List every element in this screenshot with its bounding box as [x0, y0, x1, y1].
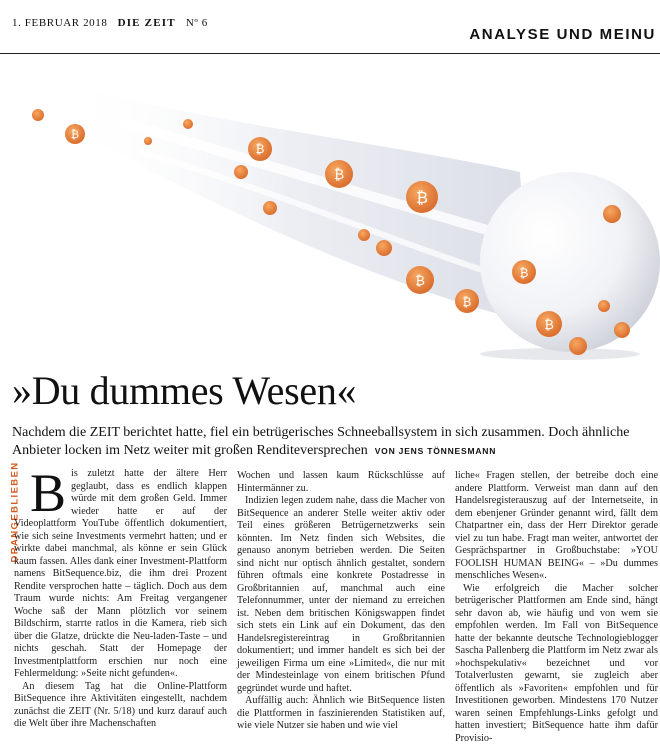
svg-text:₿: ₿ [334, 167, 344, 183]
svg-text:₿: ₿ [415, 274, 425, 289]
bitcoin-snowball-illustration [0, 62, 660, 362]
svg-text:₿: ₿ [544, 318, 554, 333]
newspaper-name: DIE ZEIT [118, 17, 176, 29]
bitcoin-coin-icon [569, 337, 587, 355]
masthead-line [12, 17, 208, 29]
standfirst-text: Nachdem die ZEIT berichtet hatte, fiel ein betrügerisches Schneeballsystem in sich zusammen. Doch ähnliche Anbieter locken im Netz weiter mit großen Renditeversprechen [12, 425, 629, 458]
article-headline: »Du dummes Wesen« [12, 369, 356, 413]
bitcoin-coin-icon [263, 201, 277, 215]
header-rule [0, 53, 660, 54]
drop-cap: B [30, 471, 66, 513]
article-column-2 [237, 470, 445, 733]
svg-text:₿: ₿ [71, 128, 79, 141]
section-title: ANALYSE UND MEINU [469, 26, 656, 43]
svg-text:₿: ₿ [463, 295, 472, 309]
bitcoin-coin-icon [406, 266, 434, 294]
bitcoin-coin-icon [376, 240, 392, 256]
svg-text:₿: ₿ [256, 142, 265, 156]
paragraph: An diesem Tag hat die Online-Plattform BitSequence ihre Aktivitäten eingestellt, nachdem zunächst die ZEIT (Nr. 5/18) und kurz darauf auch die Welt über ihre Machenschaften [14, 681, 227, 731]
bitcoin-coin-icon [358, 229, 370, 241]
bitcoin-coin-icon [614, 322, 630, 338]
issue-number: Nº 6 [186, 17, 208, 29]
bitcoin-coin-icon [406, 181, 438, 213]
paragraph: Indizien legen zudem nahe, dass die Macher von BitSequence an anderer Stelle weiter aktiv oder Teil eines größeren Betrügernetzwerks sein könnten. Im Netz finden sich Websites, die genauso anonym betrieben werden. Die Seiten sind nicht nur optisch ähnlich gestaltet, sondern führen oftmals eine konkrete Postadresse in Großbritannien auf, manchmal auch eine Telefonnummer, unter der niemand zu erreichen ist. Neben dem britischen Königswappen findet sich stets ein Link auf ein Dokument, das den Handelsregistereintrag in Großbritannien dokumentiert; und immer handelt es sich bei der jeweiligen Firma um eine »Limited«, die nur mit der Mindesteinlage von einem britischen Pfund gegründet wurde und haftet. [237, 495, 445, 695]
bitcoin-coin-icon [512, 260, 536, 284]
paragraph: Auffällig auch: Ähnlich wie BitSequence listen die Plattformen in faszinierenden Statistiken auf, wie viele Nutzer sie haben und wie viel [237, 695, 445, 733]
article-column-1 [14, 468, 227, 731]
bitcoin-coin-icon [248, 137, 272, 161]
article-standfirst [12, 424, 657, 460]
bitcoin-coin-icon [598, 300, 610, 312]
section-kicker: DRANGEBLIEBEN [10, 473, 21, 563]
snowball [480, 172, 660, 352]
article-column-3 [455, 470, 658, 745]
bitcoin-coin-icon [234, 165, 248, 179]
issue-date: 1. FEBRUAR 2018 [12, 17, 108, 29]
paragraph: Wie erfolgreich die Macher solcher betrügerischer Plattformen am Ende sind, hängt sehr davon ab, wie häufig und von wem sie empfohlen werden. Im Fall von BitSequence hatte der bekannte deutsche Technologieblogger Sascha Pallenberg die Plattform im Netz zwar als »hochspekulativ« bezeichnet und vor Totalverlusten gewarnt, sie zugleich aber öffentlich als »Favoriten« empfohlen und für Investitionen geworben. Mindestens 170 Nutzer waren seinen Empfehlungs-Links gefolgt und hatten investiert; BitSequence hatte ihm dafür Provisio- [455, 583, 658, 745]
bitcoin-coin-icon [536, 311, 562, 337]
bitcoin-coin-icon [144, 137, 152, 145]
bitcoin-coin-icon [603, 205, 621, 223]
svg-text:₿: ₿ [416, 188, 428, 207]
article-byline: VON JENS TÖNNESMANN [375, 446, 496, 456]
bitcoin-coin-icon [65, 124, 85, 144]
bitcoin-coin-icon [325, 160, 353, 188]
bitcoin-coin-icon [183, 119, 193, 129]
paragraph: Wochen und lassen kaum Rückschlüsse auf Hintermänner zu. [237, 470, 445, 495]
svg-text:₿: ₿ [520, 266, 529, 280]
paragraph: Bis zuletzt hatte der ältere Herr geglaubt, dass es endlich klappen würde mit dem großen Geld. Immer wieder hatte er auf der Videoplattform YouTube öffentlich dokumentiert, wie sich seine Investments vermehrt hatten; und er wirkte dabei manchmal, als könne er sein Glück kaum fassen. Alles dank einer Investment-Plattform namens BitSequence.biz, die ihm drei Prozent Rendite versprochen hatte – täglich. Doch aus dem Traum wurde nichts: Am Freitag vergangener Woche saß der Mann plötzlich vor seinem Bildschirm, starrte ratlos in die Kamera, rieb sich über die Glatze, drückte die Neu-laden-Taste – und nichts geschah. Statt der Homepage der Investmentplattform erschien nur noch eine Fehlermeldung: »Seite nicht gefunden«. [14, 468, 227, 681]
bitcoin-coin-icon [455, 289, 479, 313]
paragraph: liche« Fragen stellen, der betreibe doch eine andere Plattform. Verweist man dann auf den Handelsregisterauszug auf der Internetseite, in dem ebenjener Gründer genannt wird, fällt dem Chatpartner ein, dass der Herr Direktor gerade viel zu tun habe. Fragt man weiter, antwortet der Gesprächspartner in Großbuchstabe: »YOU FOOLISH HUMAN BEING« – »Du dummes menschliches Wesen«. [455, 470, 658, 583]
bitcoin-coin-icon [32, 109, 44, 121]
